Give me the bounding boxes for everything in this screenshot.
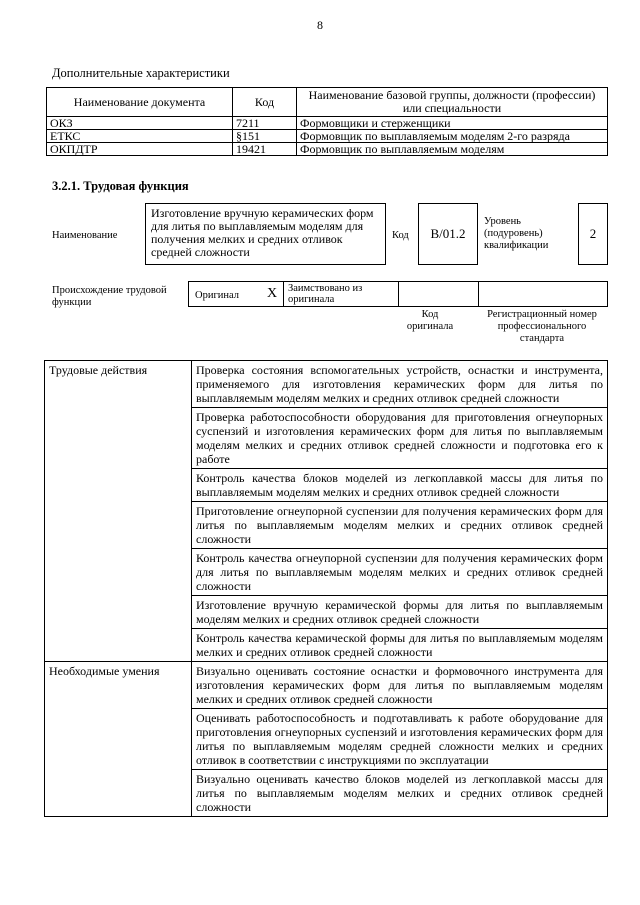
labor-action-item: Контроль качества керамической формы для литья по выплавляемым моделям мелких и средних отливок средней сложности xyxy=(192,629,608,662)
borrowed-cell xyxy=(283,281,399,307)
column-header: Наименование документа xyxy=(47,88,233,117)
qualification-level-label: Уровень (подуровень) квалификации xyxy=(484,216,549,251)
skill-item: Визуально оценивать качество блоков моделей из легкоплавкой массы для литья по выплавляемым моделям мелких и средних отливок средней сложности xyxy=(192,770,608,817)
table-cell: 7211 xyxy=(233,117,297,130)
original-mark: X xyxy=(267,286,278,301)
reg-number-cell xyxy=(478,281,608,307)
function-name-box: Изготовление вручную керамических форм для литья по выплавляемым моделям для получения мелких и средних отливок средней сложности xyxy=(145,203,386,265)
table-cell: Формовщик по выплавляемым моделям 2-го разряда xyxy=(297,130,608,143)
original-label: Оригинал xyxy=(195,290,239,301)
table-cell: Формовщик по выплавляемым моделям xyxy=(297,143,608,156)
labor-actions-category: Трудовые действия xyxy=(45,361,192,662)
function-heading: 3.2.1. Трудовая функция xyxy=(52,179,189,193)
table-cell: 19421 xyxy=(233,143,297,156)
table-cell: §151 xyxy=(233,130,297,143)
origin-label: Происхождение трудовой функции xyxy=(52,285,167,308)
table-row xyxy=(45,662,608,709)
table-header-row xyxy=(47,88,608,117)
labor-action-item: Контроль качества огнеупорной суспензии для получения керамических форм для литья по выплавляемым моделям мелких и средних отливок средней сложности xyxy=(192,549,608,596)
labor-action-item: Проверка работоспособности оборудования для приготовления огнеупорных суспензий и изготовления керамических форм для литья по выплавляемым моделям мелких и средних отливок средней сложности и подготовка его к работе xyxy=(192,408,608,469)
table-cell: Формовщики и стерженщики xyxy=(297,117,608,130)
function-code-label: Код xyxy=(392,230,409,241)
labor-action-item: Изготовление вручную керамической формы для литья по выплавляемым моделям мелких и средних отливок средней сложности xyxy=(192,596,608,629)
function-name-label: Наименование xyxy=(52,230,118,241)
labor-action-item: Приготовление огнеупорной суспензии для получения керамических форм для литья по выплавляемым моделям мелких и средних отливок средней сложности xyxy=(192,502,608,549)
table-row xyxy=(45,361,608,408)
origin-grid xyxy=(188,281,608,307)
column-header: Код xyxy=(233,88,297,117)
skills-category: Необходимые умения xyxy=(45,662,192,817)
qualification-level-box: 2 xyxy=(578,203,608,265)
labor-action-item: Контроль качества блоков моделей из легкоплавкой массы для литья по выплавляемым моделям мелких и средних отливок средней сложности xyxy=(192,469,608,502)
page-number: 8 xyxy=(317,18,323,32)
reg-number-caption: Регистрационный номер профессионального стандарта xyxy=(487,309,597,344)
labor-action-item: Проверка состояния вспомогательных устройств, оснастки и инструмента, применяемого для изготовления керамических форм для литья по выплавляемым моделям мелких и средних отливок средней сложности xyxy=(192,361,608,408)
table-row xyxy=(47,130,608,143)
original-cell xyxy=(188,281,284,307)
original-code-cell xyxy=(398,281,479,307)
additional-characteristics-table xyxy=(46,87,608,156)
table-cell: ЕТКС xyxy=(47,130,233,143)
skill-item: Оценивать работоспособность и подготавливать к работе оборудование для приготовления огнеупорных суспензий и изготовления керамических форм для литья по выплавляемым моделям средней сложности мелких и средних отливок в соответствии с инструкциями по эксплуатации xyxy=(192,709,608,770)
skill-item: Визуально оценивать состояние оснастки и формовочного инструмента для изготовления керамических форм для литья по выплавляемым моделям мелких и средних отливок средней сложности xyxy=(192,662,608,709)
function-code-box: В/01.2 xyxy=(418,203,478,265)
table-cell: ОКЗ xyxy=(47,117,233,130)
section-title: Дополнительные характеристики xyxy=(52,66,230,80)
column-header: Наименование базовой группы, должности (профессии) или специальности xyxy=(297,88,608,117)
function-details-table xyxy=(44,360,608,817)
table-row xyxy=(47,117,608,130)
table-row xyxy=(47,143,608,156)
borrowed-label: Заимствовано из оригинала xyxy=(288,283,363,305)
table-cell: ОКПДТР xyxy=(47,143,233,156)
original-code-caption: Код оригинала xyxy=(406,309,454,332)
